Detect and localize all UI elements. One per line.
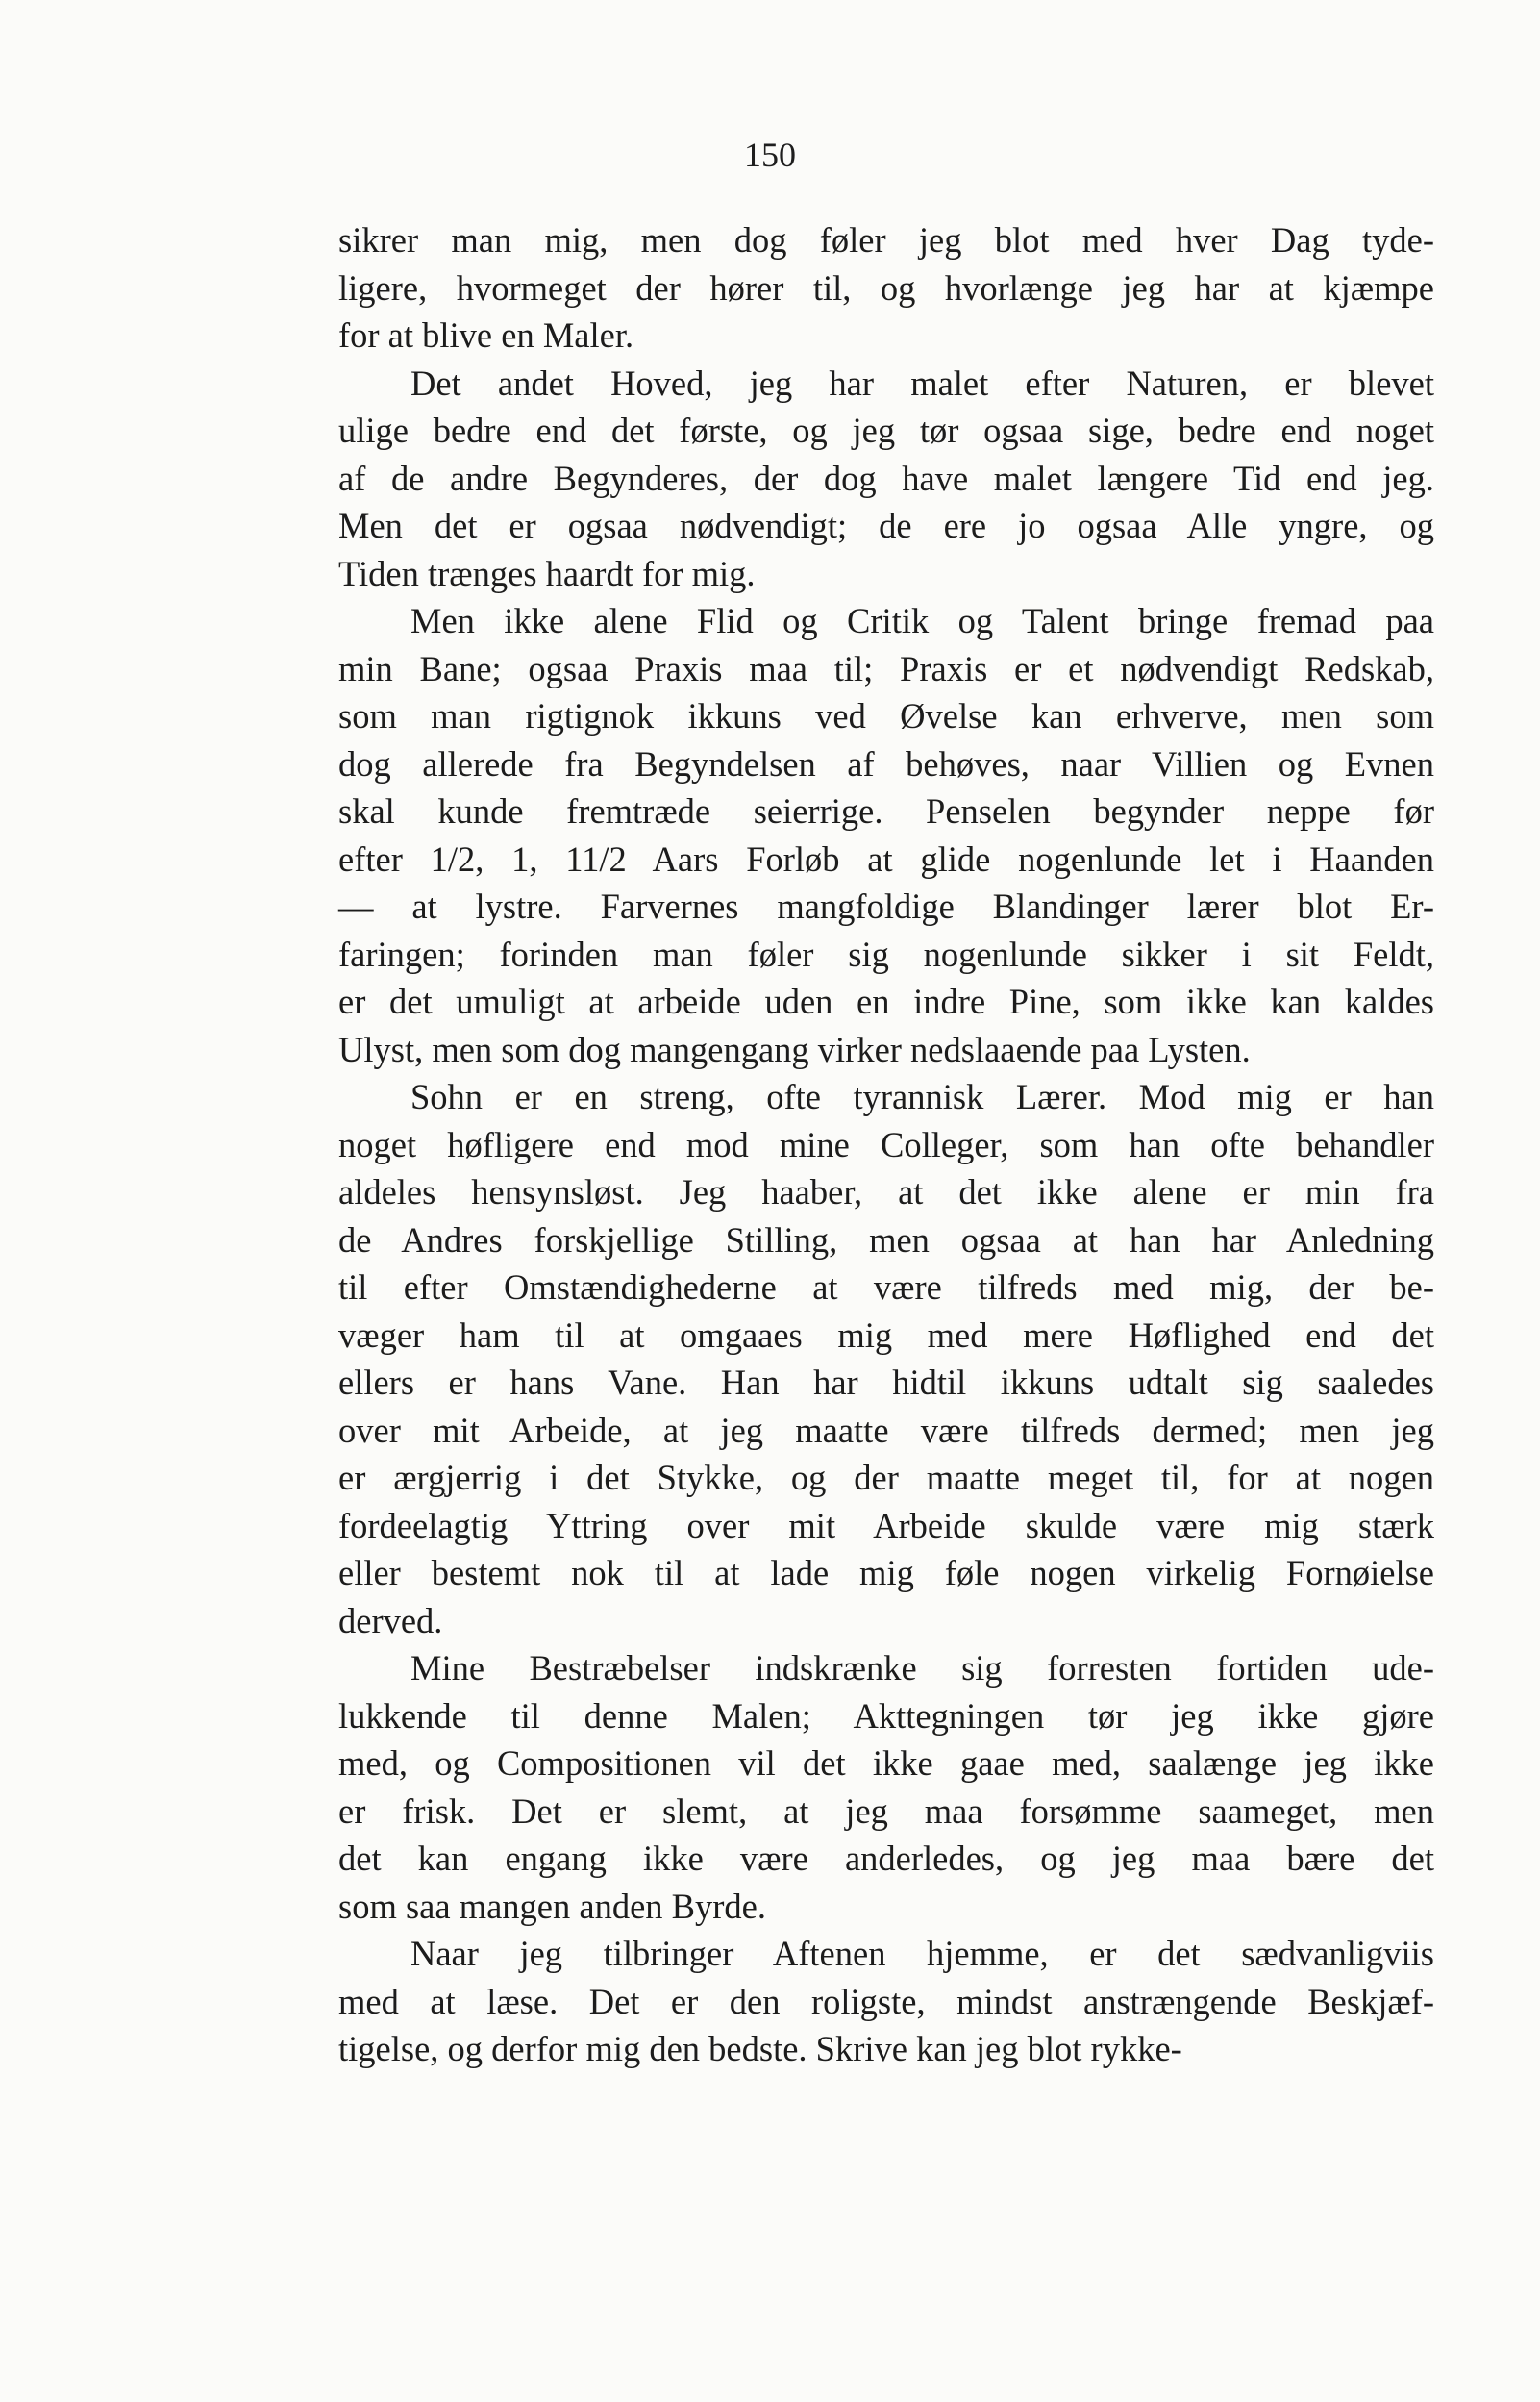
text-line: noget høfligere end mod mine Colleger, som han ofte behandler: [338, 1124, 1434, 1164]
text-line: over mit Arbeide, at jeg maatte være tilfreds dermed; men jeg: [338, 1410, 1434, 1450]
body-text: [338, 216, 1434, 2073]
paragraph: [338, 1644, 1434, 1930]
text-line: tigelse, og derfor mig den bedste. Skrive kan jeg blot rykke-: [338, 2029, 1182, 2068]
text-line: Ulyst, men som dog mangengang virker nedslaaende paa Lysten.: [338, 1029, 1251, 1069]
text-line: som man rigtignok ikkuns ved Øvelse kan erhverve, men som: [338, 696, 1434, 736]
text-line: med at læse. Det er den roligste, mindst anstrængende Beskjæf-: [338, 1981, 1434, 2021]
text-line: fordeelagtig Yttring over mit Arbeide skulde være mig stærk: [338, 1505, 1434, 1545]
text-line: de Andres forskjellige Stilling, men ogsaa at han har Anledning: [338, 1219, 1434, 1260]
text-line: Tiden trænges haardt for mig.: [338, 553, 756, 593]
text-line: Naar jeg tilbringer Aftenen hjemme, er det sædvanligviis: [410, 1934, 1434, 1973]
text-line: Sohn er en streng, ofte tyrannisk Lærer. Mod mig er han: [410, 1077, 1434, 1116]
text-line: væger ham til at omgaaes mig med mere Høflighed end det: [338, 1314, 1434, 1355]
page-number: 150: [744, 136, 796, 174]
text-line: er ærgjerrig i det Stykke, og der maatte meget til, for at nogen: [338, 1458, 1434, 1497]
paragraph: [338, 597, 1434, 1073]
text-line: sikrer man mig, men dog føler jeg blot med hver Dag tyde-: [338, 220, 1434, 260]
text-line: som saa mangen anden Byrde.: [338, 1886, 766, 1926]
text-line: lukkende til denne Malen; Akttegningen tør jeg ikke gjøre: [338, 1695, 1434, 1736]
text-line: skal kunde fremtræde seierrige. Penselen begynder neppe før: [338, 791, 1434, 831]
text-line: ulige bedre end det første, og jeg tør ogsaa sige, bedre end noget: [338, 411, 1434, 450]
text-line: aldeles hensynsløst. Jeg haaber, at det ikke alene er min fra: [338, 1172, 1434, 1212]
text-line: Det andet Hoved, jeg har malet efter Naturen, er blevet: [410, 363, 1434, 403]
paragraph: [338, 1073, 1434, 1644]
text-line: eller bestemt nok til at lade mig føle nogen virkelig Fornøielse: [338, 1553, 1434, 1592]
paragraph: [338, 360, 1434, 598]
paragraph: [338, 1930, 1434, 2073]
text-line: ellers er hans Vane. Han har hidtil ikkuns udtalt sig saaledes: [338, 1363, 1434, 1402]
text-line: dog allerede fra Begyndelsen af behøves, naar Villien og Evnen: [338, 743, 1434, 784]
text-line: faringen; forinden man føler sig nogenlunde sikker i sit Feldt,: [338, 934, 1434, 974]
text-line: til efter Omstændighederne at være tilfreds med mig, der be-: [338, 1267, 1434, 1307]
text-line: efter 1/2, 1, 11/2 Aars Forløb at glide nogenlunde let i Haanden: [338, 838, 1434, 879]
paragraph: [338, 216, 1434, 360]
text-line: derved.: [338, 1600, 443, 1640]
text-line: er det umuligt at arbeide uden en indre Pine, som ikke kan kaldes: [338, 982, 1434, 1021]
text-line: min Bane; ogsaa Praxis maa til; Praxis er et nødvendigt Redskab,: [338, 648, 1434, 688]
text-line: det kan engang ikke være anderledes, og jeg maa bære det: [338, 1839, 1434, 1878]
text-line: Mine Bestræbelser indskrænke sig forresten fortiden ude-: [410, 1648, 1434, 1688]
text-line: af de andre Begynderes, der dog have malet længere Tid end jeg.: [338, 458, 1434, 498]
text-line: for at blive en Maler.: [338, 315, 634, 355]
text-line: er frisk. Det er slemt, at jeg maa forsømme saameget, men: [338, 1790, 1434, 1831]
text-line: — at lystre. Farvernes mangfoldige Blandinger lærer blot Er-: [338, 887, 1434, 926]
text-line: ligere, hvormeget der hører til, og hvorlænge jeg har at kjæmpe: [338, 267, 1434, 308]
text-line: med, og Compositionen vil det ikke gaae med, saalænge jeg ikke: [338, 1743, 1434, 1783]
text-line: Men det er ogsaa nødvendigt; de ere jo ogsaa Alle yngre, og: [338, 506, 1434, 545]
text-line: Men ikke alene Flid og Critik og Talent bringe fremad paa: [410, 601, 1434, 640]
